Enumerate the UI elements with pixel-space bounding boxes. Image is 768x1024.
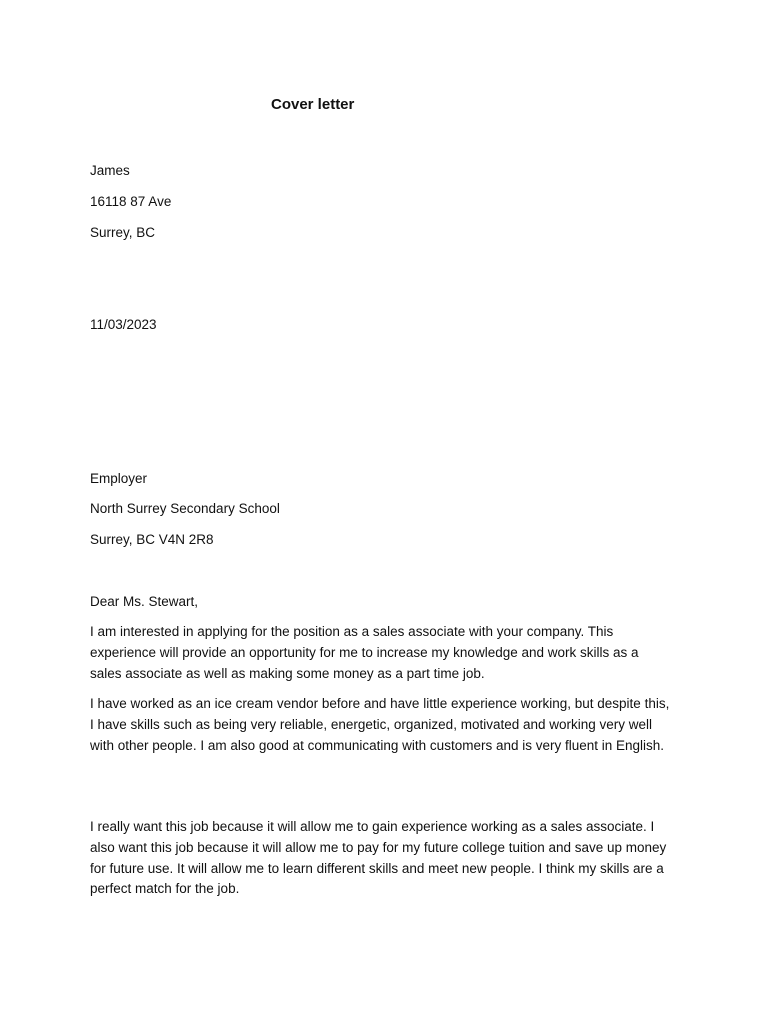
sender-street: 16118 87 Ave — [90, 194, 172, 209]
recipient-organization: North Surrey Secondary School — [90, 501, 280, 516]
recipient-title: Employer — [90, 471, 148, 486]
salutation: Dear Ms. Stewart, — [90, 594, 199, 609]
letter-date: 11/03/2023 — [90, 317, 157, 332]
recipient-city: Surrey, BC V4N 2R8 — [90, 532, 214, 547]
document-title: Cover letter — [271, 96, 355, 113]
sender-city: Surrey, BC — [90, 225, 156, 240]
sender-name: James — [90, 163, 130, 178]
body-paragraph: I am interested in applying for the position as a sales associate with your company. This experience will provide an opportunity for me to increase my knowledge and work skills as a sales associate as well as making some money as a part time job. — [90, 624, 639, 681]
body-paragraph: I really want this job because it will allow me to gain experience working as a sales associate. I also want this job because it will allow me to pay for my future college tuition and save up money for future use. It will allow me to learn different skills and meet new people. I think my skills are a perfect match for the job. — [90, 819, 667, 897]
body-paragraph: I have worked as an ice cream vendor before and have little experience working, but despite this, I have skills such as being very reliable, energetic, organized, motivated and working very well with other people. I am also good at communicating with customers and is very fluent in English. — [90, 696, 670, 753]
